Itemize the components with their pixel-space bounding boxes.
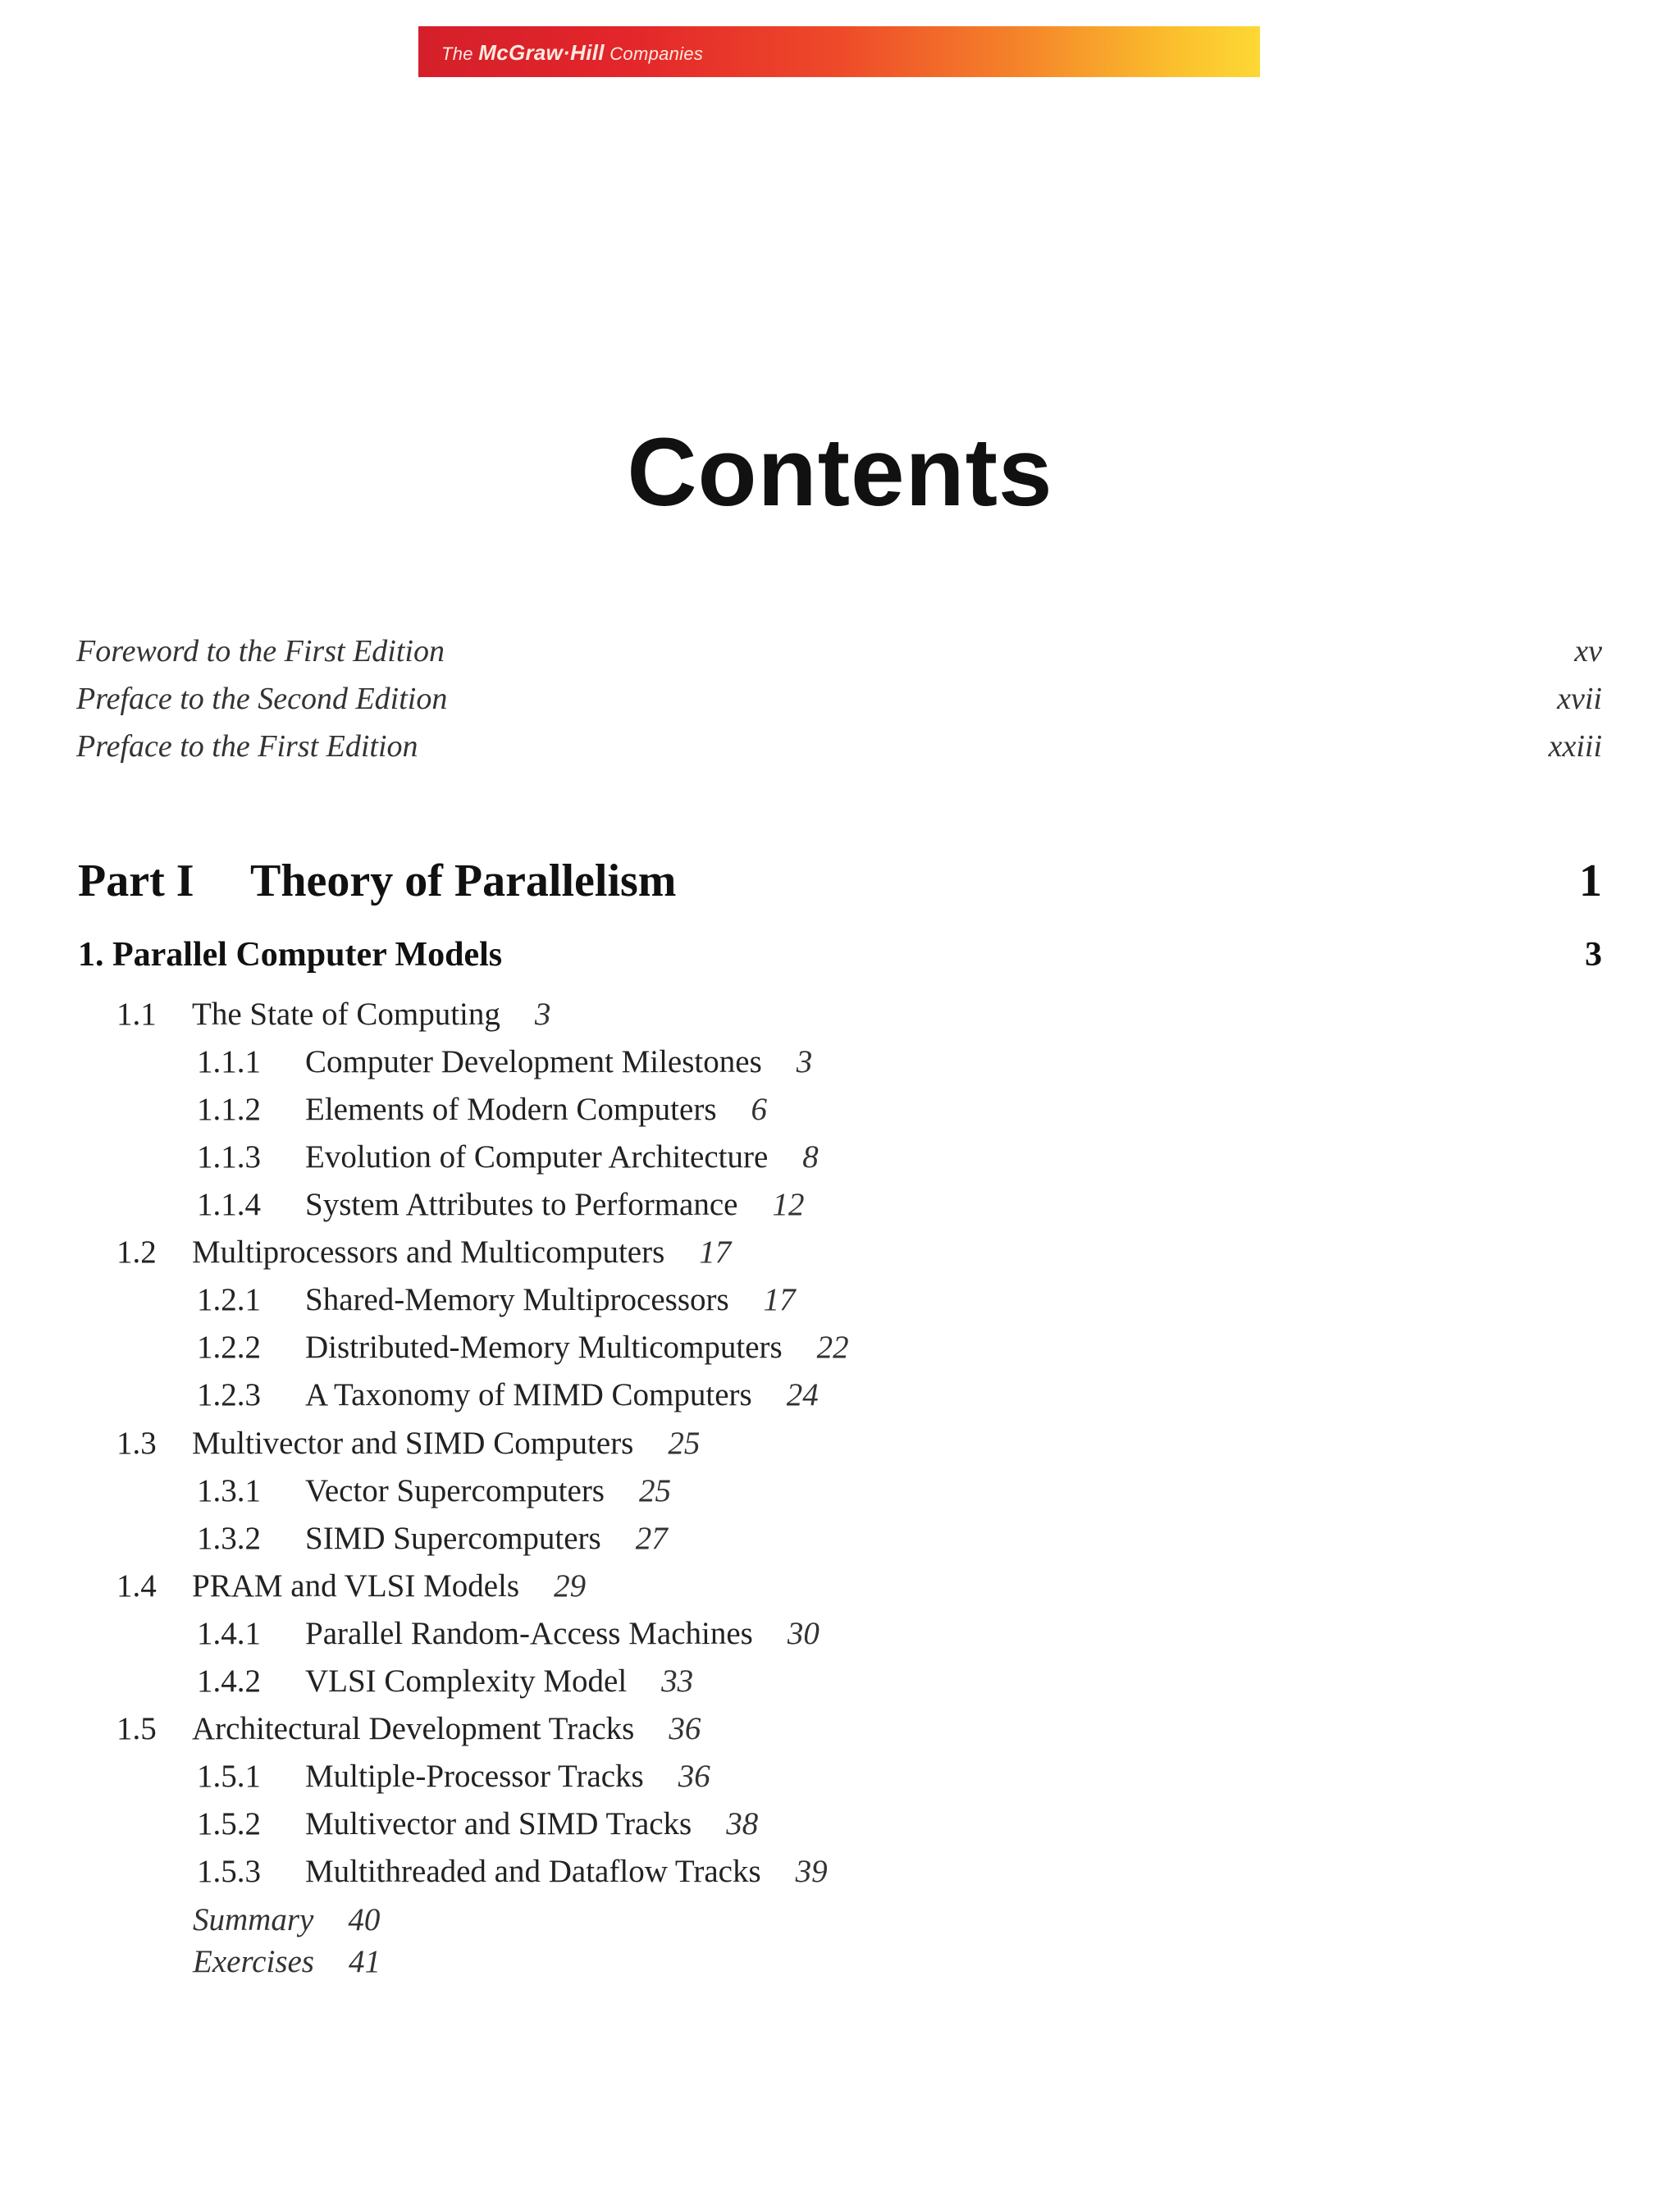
subsection-page: 27 bbox=[635, 1521, 668, 1556]
toc-section[interactable] bbox=[116, 1710, 701, 1747]
subsection-title: Evolution of Computer Architecture bbox=[305, 1139, 769, 1175]
logo-prefix: The bbox=[441, 43, 473, 64]
logo-suffix: Companies bbox=[609, 43, 704, 64]
toc-subsection[interactable] bbox=[197, 1376, 819, 1413]
section-title: The State of Computing bbox=[192, 997, 500, 1032]
toc-subsection[interactable] bbox=[197, 1139, 819, 1175]
section-number: 1.5 bbox=[116, 1711, 157, 1746]
subsection-number: 1.2.2 bbox=[197, 1330, 261, 1365]
part-page: 1 bbox=[1579, 856, 1602, 906]
subsection-number: 1.3.1 bbox=[197, 1473, 261, 1508]
subsection-title: SIMD Supercomputers bbox=[305, 1521, 601, 1556]
toc-entry-page: xvii bbox=[1557, 682, 1602, 716]
toc-part-heading[interactable] bbox=[78, 855, 1602, 907]
logo-brand: McGraw·Hill bbox=[478, 40, 605, 65]
toc-entry-page: xxiii bbox=[1548, 729, 1602, 764]
toc-subsection[interactable] bbox=[197, 1853, 828, 1890]
toc-subsection[interactable] bbox=[197, 1615, 819, 1652]
subsection-page: 33 bbox=[661, 1663, 694, 1699]
toc-chapter-heading[interactable] bbox=[78, 935, 1602, 974]
part-title: Theory of Parallelism bbox=[250, 856, 677, 906]
subsection-title: Multithreaded and Dataflow Tracks bbox=[305, 1854, 761, 1889]
subsection-page: 25 bbox=[638, 1473, 671, 1508]
toc-subsection[interactable] bbox=[197, 1091, 767, 1128]
end-entry-title: Exercises bbox=[193, 1944, 314, 1979]
subsection-title: System Attributes to Performance bbox=[305, 1187, 738, 1222]
toc-front-entry[interactable] bbox=[76, 633, 1602, 669]
end-entry-page: 41 bbox=[348, 1944, 381, 1979]
section-number: 1.3 bbox=[116, 1426, 157, 1461]
end-entry-title: Summary bbox=[193, 1902, 314, 1937]
toc-section[interactable] bbox=[116, 1234, 731, 1271]
subsection-page: 8 bbox=[802, 1139, 819, 1175]
subsection-title: Shared-Memory Multiprocessors bbox=[305, 1282, 729, 1317]
toc-subsection[interactable] bbox=[197, 1520, 668, 1557]
subsection-number: 1.1.4 bbox=[197, 1187, 261, 1222]
subsection-page: 24 bbox=[786, 1377, 819, 1412]
section-number: 1.2 bbox=[116, 1234, 157, 1270]
subsection-title: Parallel Random-Access Machines bbox=[305, 1616, 753, 1651]
toc-subsection[interactable] bbox=[197, 1043, 812, 1080]
toc-entry-page: xv bbox=[1574, 634, 1602, 669]
toc-subsection[interactable] bbox=[197, 1186, 805, 1223]
section-number: 1.1 bbox=[116, 997, 157, 1032]
section-page: 36 bbox=[669, 1711, 701, 1746]
subsection-number: 1.3.2 bbox=[197, 1521, 261, 1556]
toc-entry-title: Preface to the First Edition bbox=[76, 729, 418, 764]
subsection-number: 1.4.2 bbox=[197, 1663, 261, 1699]
section-title: Multivector and SIMD Computers bbox=[192, 1426, 634, 1461]
section-page: 3 bbox=[534, 997, 551, 1032]
section-page: 17 bbox=[699, 1234, 732, 1270]
toc-entry-title: Preface to the Second Edition bbox=[76, 682, 448, 716]
subsection-number: 1.2.3 bbox=[197, 1377, 261, 1412]
subsection-page: 30 bbox=[787, 1616, 819, 1651]
section-title: PRAM and VLSI Models bbox=[192, 1568, 520, 1604]
subsection-page: 3 bbox=[796, 1044, 813, 1079]
toc-end-entry[interactable] bbox=[193, 1901, 380, 1938]
subsection-page: 12 bbox=[772, 1187, 805, 1222]
publisher-banner bbox=[418, 26, 1260, 77]
toc-subsection[interactable] bbox=[197, 1805, 758, 1842]
subsection-title: A Taxonomy of MIMD Computers bbox=[305, 1377, 752, 1412]
subsection-page: 39 bbox=[795, 1854, 828, 1889]
section-title: Multiprocessors and Multicomputers bbox=[192, 1234, 665, 1270]
subsection-number: 1.1.1 bbox=[197, 1044, 261, 1079]
section-title: Architectural Development Tracks bbox=[192, 1711, 635, 1746]
subsection-page: 6 bbox=[751, 1092, 767, 1127]
subsection-page: 36 bbox=[678, 1759, 710, 1794]
page-title: Contents bbox=[627, 418, 1053, 527]
chapter-page: 3 bbox=[1585, 936, 1602, 974]
toc-section[interactable] bbox=[116, 1568, 586, 1604]
subsection-number: 1.5.2 bbox=[197, 1806, 261, 1841]
section-page: 25 bbox=[668, 1426, 701, 1461]
section-number: 1.4 bbox=[116, 1568, 157, 1604]
toc-subsection[interactable] bbox=[197, 1663, 693, 1700]
subsection-number: 1.2.1 bbox=[197, 1282, 261, 1317]
chapter-title: 1. Parallel Computer Models bbox=[78, 936, 503, 974]
toc-section[interactable] bbox=[116, 1425, 700, 1462]
toc-subsection[interactable] bbox=[197, 1472, 671, 1509]
toc-entry-title: Foreword to the First Edition bbox=[76, 634, 445, 669]
subsection-page: 38 bbox=[726, 1806, 759, 1841]
subsection-title: VLSI Complexity Model bbox=[305, 1663, 628, 1699]
subsection-number: 1.1.3 bbox=[197, 1139, 261, 1175]
toc-subsection[interactable] bbox=[197, 1281, 796, 1318]
subsection-title: Multivector and SIMD Tracks bbox=[305, 1806, 692, 1841]
subsection-number: 1.4.1 bbox=[197, 1616, 261, 1651]
subsection-number: 1.5.3 bbox=[197, 1854, 261, 1889]
subsection-page: 22 bbox=[816, 1330, 849, 1365]
subsection-number: 1.5.1 bbox=[197, 1759, 261, 1794]
toc-subsection[interactable] bbox=[197, 1758, 710, 1795]
subsection-number: 1.1.2 bbox=[197, 1092, 261, 1127]
subsection-page: 17 bbox=[763, 1282, 796, 1317]
end-entry-page: 40 bbox=[348, 1902, 381, 1937]
subsection-title: Vector Supercomputers bbox=[305, 1473, 605, 1508]
subsection-title: Elements of Modern Computers bbox=[305, 1092, 717, 1127]
toc-front-entry[interactable] bbox=[76, 728, 1602, 764]
toc-end-entry[interactable] bbox=[193, 1943, 381, 1980]
section-page: 29 bbox=[554, 1568, 587, 1604]
publisher-logo bbox=[441, 40, 703, 66]
toc-section[interactable] bbox=[116, 996, 550, 1033]
part-number: Part I bbox=[78, 856, 194, 906]
subsection-title: Computer Development Milestones bbox=[305, 1044, 762, 1079]
subsection-title: Distributed-Memory Multicomputers bbox=[305, 1330, 783, 1365]
toc-front-entry[interactable] bbox=[76, 681, 1602, 717]
toc-subsection[interactable] bbox=[197, 1329, 849, 1366]
subsection-title: Multiple-Processor Tracks bbox=[305, 1759, 644, 1794]
